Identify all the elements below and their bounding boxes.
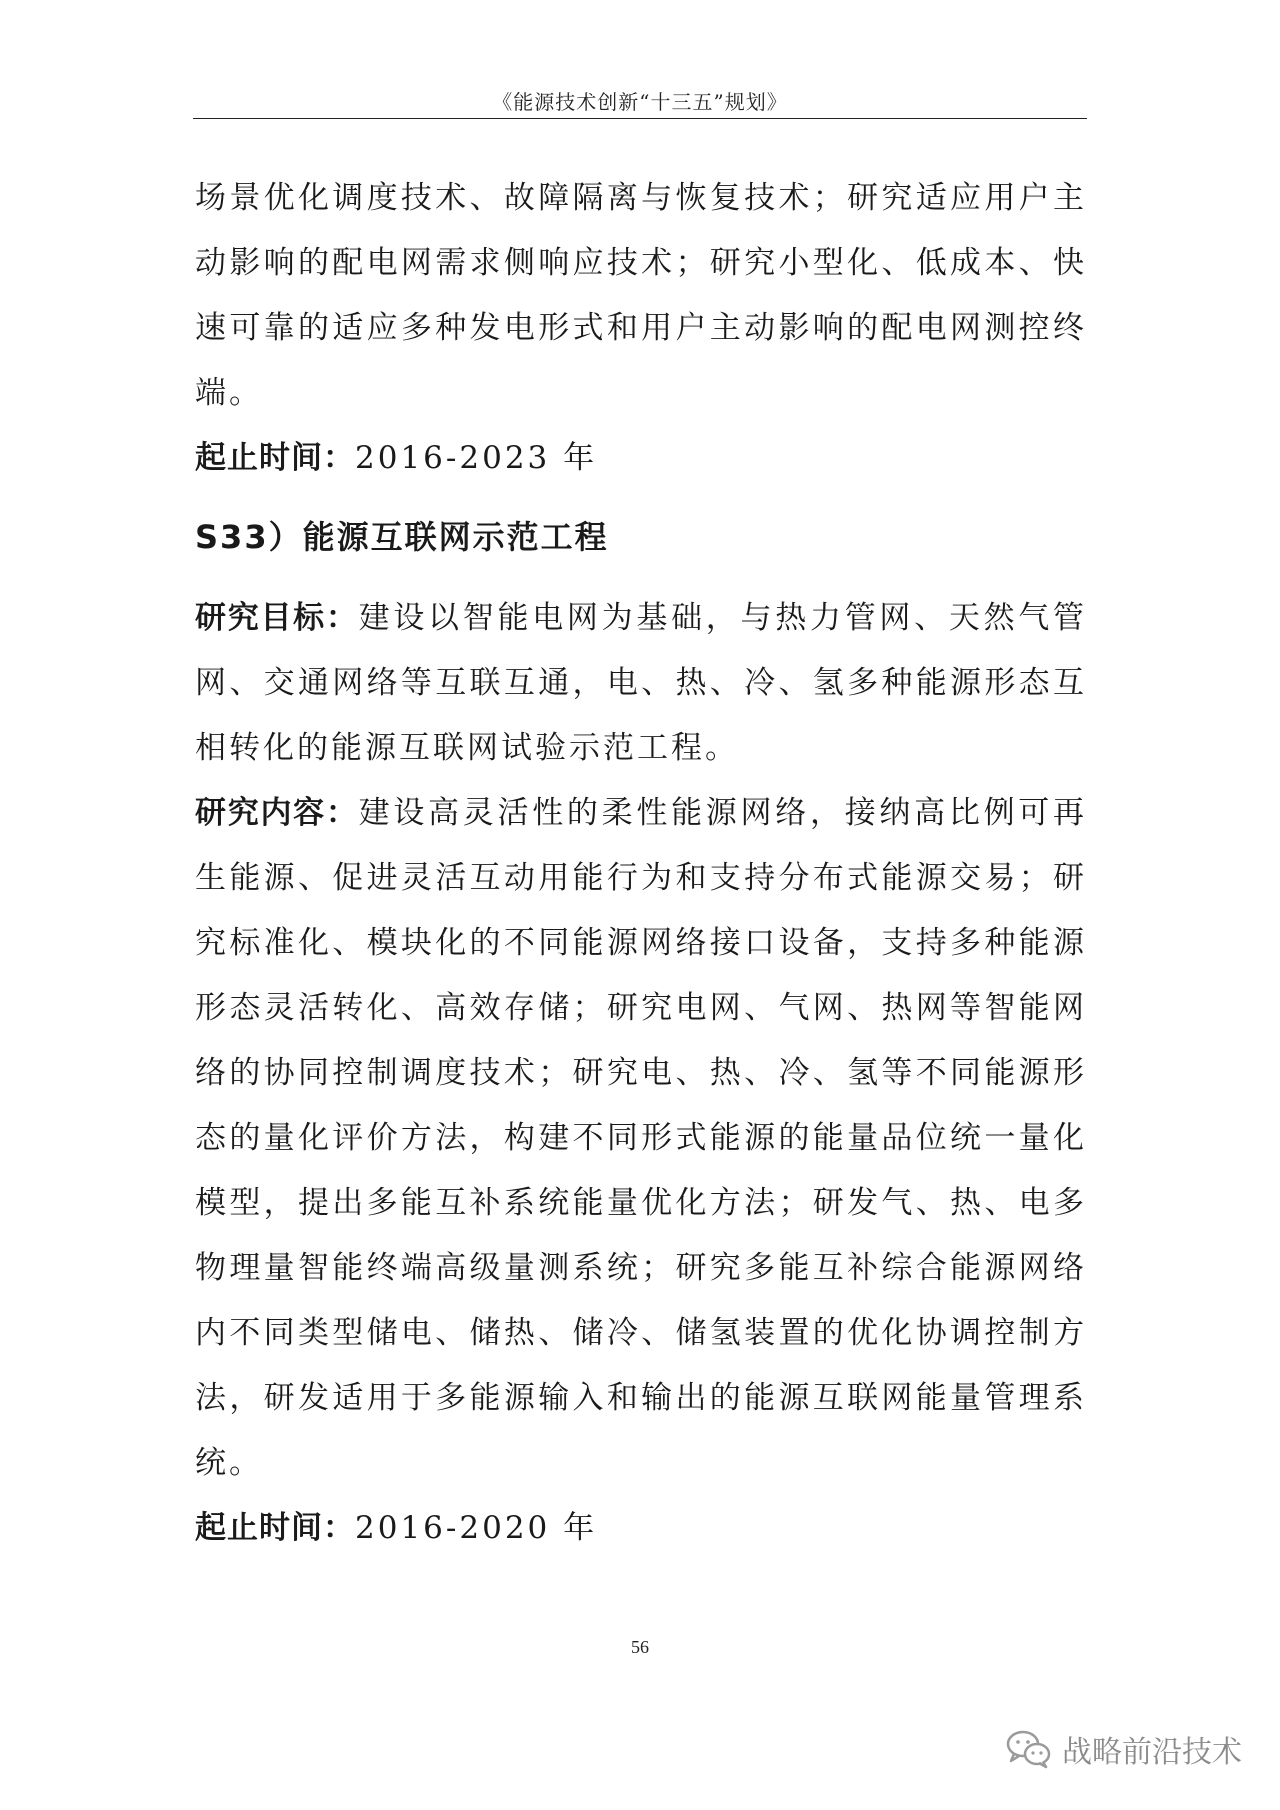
period-label-1: 起止时间： <box>195 440 355 476</box>
goal-text: 建设以智能电网为基础，与热力管网、天然气管网、交通网络等互联互通，电、热、冷、氢多种能源形态互相转化的能源互联网试验示范工程。 <box>195 600 1088 766</box>
paragraph-period-1 <box>195 426 1087 491</box>
paragraph-continued: 场景优化调度技术、故障隔离与恢复技术；研究适应用户主动影响的配电网需求侧响应技术；研究小型化、低成本、快速可靠的适应多种发电形式和用户主动影响的配电网测控终端。 <box>195 180 1087 411</box>
section-title: S33）能源互联网示范工程 <box>195 518 609 556</box>
page-number: 56 <box>631 1637 649 1657</box>
goal-label: 研究目标： <box>195 600 359 636</box>
period-label-2: 起止时间： <box>195 1510 355 1546</box>
paragraph-goal <box>195 586 1087 781</box>
period-value-2: 2016-2020 年 <box>355 1510 598 1546</box>
document-body <box>195 166 1087 1561</box>
paragraph-content <box>195 781 1087 1496</box>
watermark <box>1006 1727 1242 1771</box>
period-value-1: 2016-2023 年 <box>355 440 598 476</box>
content-text: 建设高灵活性的柔性能源网络，接纳高比例可再生能源、促进灵活互动用能行为和支持分布式能源交易；研究标准化、模块化的不同能源网络接口设备，支持多种能源形态灵活转化、高效存储；研究电网、气网、热网等智能网络的协同控制调度技术；研究电、热、冷、氢等不同能源形态的量化评价方法，构建不同形式能源的能量品位统一量化模型，提出多能互补系统能量优化方法；研发气、热、电多物理量智能终端高级量测系统；研究多能互补综合能源网络内不同类型储电、储热、储冷、储氢装置的优化协调控制方法，研发适用于多能源输入和输出的能源互联网能量管理系统。 <box>195 795 1088 1481</box>
content-label: 研究内容： <box>195 795 359 831</box>
wechat-icon <box>1006 1729 1052 1769</box>
paragraph-period-2 <box>195 1496 1087 1561</box>
page-header: 《能源技术创新“十三五”规划》 <box>492 90 788 114</box>
header-rule <box>193 118 1087 119</box>
watermark-text: 战略前沿技术 <box>1062 1735 1242 1770</box>
